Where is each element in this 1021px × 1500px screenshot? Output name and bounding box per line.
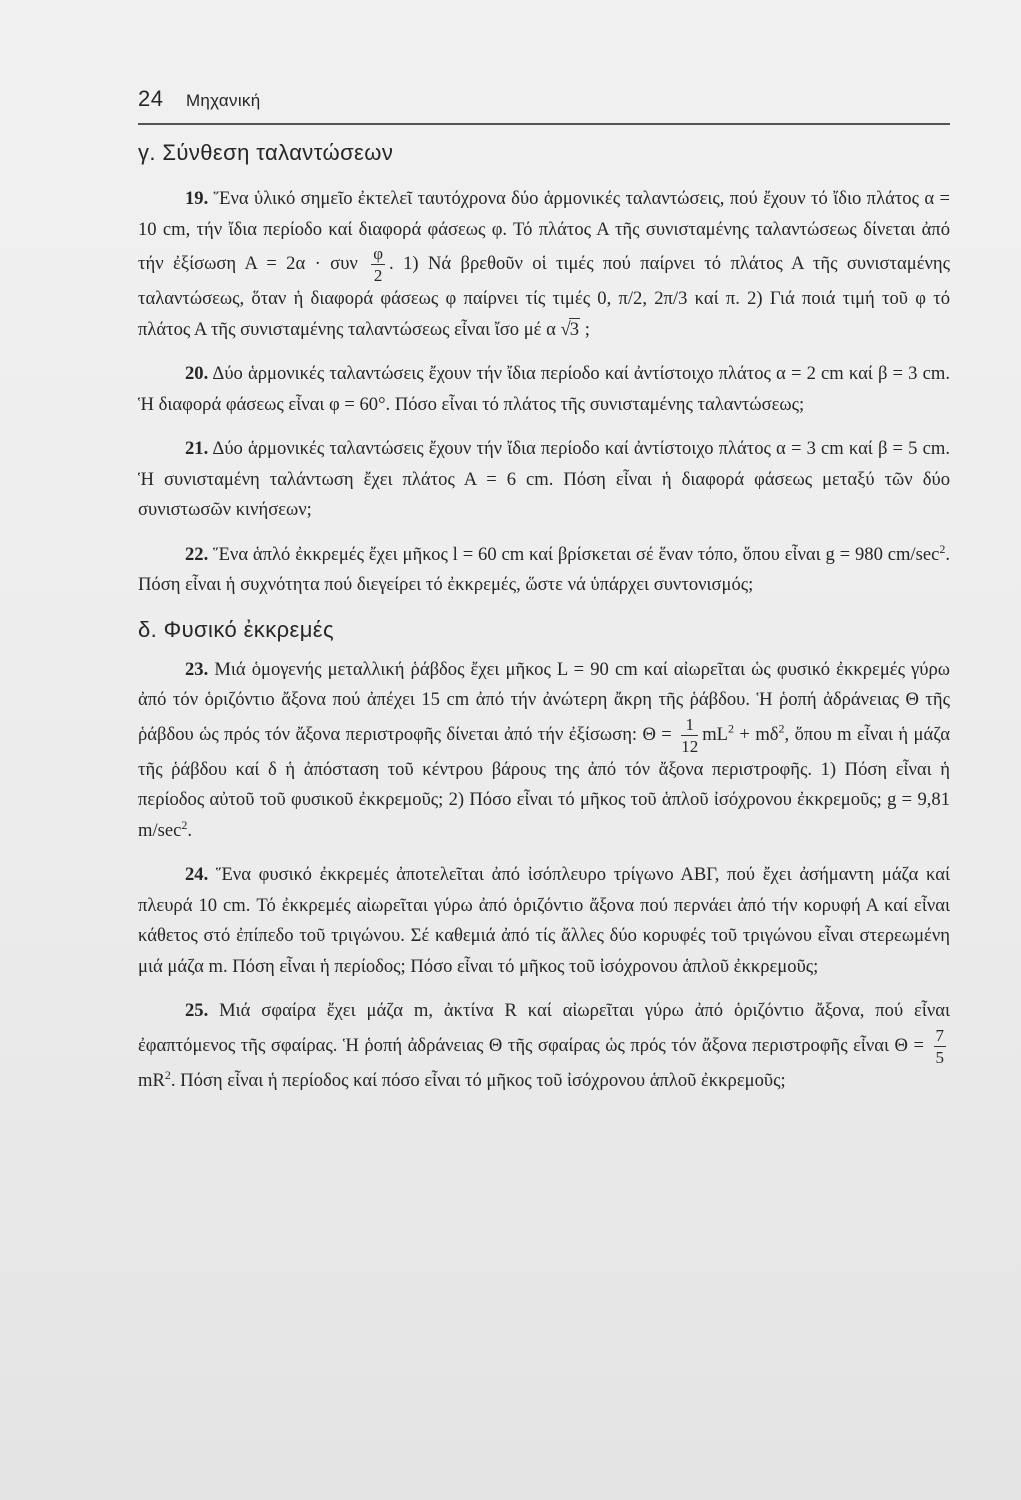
sqrt-sign: √ [560, 318, 571, 340]
superscript: 2 [778, 721, 785, 736]
problem-text: , ὅπου m εἶναι ἡ μάζα τῆς ῥάβδου καί δ ἡ ἀπόσταση τοῦ κέντρου βάρους της ἀπό τόν ἄξονα περιστροφῆς. 1) Πόση εἶναι ἡ περίοδος αὐτοῦ τοῦ φυσικοῦ ἐκκρεμοῦς; 2) Πόσο εἶναι τό μῆκος τοῦ ἁπλοῦ ἰσόχρονου ἐκκρεμοῦς; g = 9,81 m/sec [138, 723, 950, 841]
problem-text: Ἕνα φυσικό ἐκκρεμές ἀποτελεῖται ἀπό ἰσόπλευρο τρίγωνο ΑΒΓ, πού ἔχει ἀσήμαντη μάζα καί πλευρά 10 cm. Τό ἐκκρεμές αἰωρεῖται γύρω ἀπό ὁριζόντιο ἄξονα πού περνάει ἀπό τήν κορυφή Α καί εἶναι κάθετος στό ἐπίπεδο τοῦ τριγώνου. Σέ καθεμιά ἀπό τίς ἄλλες δύο κορυφές τοῦ τριγώνου εἶναι στερεωμένη μιά μάζα m. Πόση εἶναι ἡ περίοδος; Πόσο εἶναι τό μῆκος τοῦ ἰσόχρονου ἁπλοῦ ἐκκρεμοῦς; [138, 864, 950, 977]
problem-text: . [187, 819, 193, 841]
problem-number: 20. [185, 363, 209, 384]
page-content [138, 136, 950, 1110]
problem-19 [138, 184, 950, 345]
section-title-composition: γ. Σύνθεση ταλαντώσεων [138, 140, 394, 165]
problem-text: + mδ [734, 723, 779, 745]
problem-text: Δύο ἁρμονικές ταλαντώσεις ἔχουν τήν ἴδια περίοδο καί ἀντίστοιχο πλάτος α = 3 cm καί β = 5 cm. Ἡ συνισταμένη ταλάντωση ἔχει πλάτος Α = 6 cm. Πόση εἶναι ἡ διαφορά φάσεως μεταξύ τῶν δύο συνιστωσῶν κινήσεων; [138, 438, 950, 520]
problem-number: 23. [185, 658, 209, 680]
problem-text: mL [702, 723, 729, 745]
superscript: 2 [728, 721, 735, 736]
section-title-physical-pendulum: δ. Φυσικό ἐκκρεμές [138, 616, 335, 642]
fraction-7-over-5 [934, 1027, 947, 1066]
superscript: 2 [181, 817, 188, 832]
sqrt-radicand: 3 [569, 318, 580, 340]
problem-text: . Πόση εἶναι ἡ περίοδος καί πόσο εἶναι τό μῆκος τοῦ ἰσόχρονου ἁπλοῦ ἐκκρεμοῦς; [170, 1069, 786, 1091]
problem-22 [138, 540, 950, 601]
fraction-phi-over-2 [371, 245, 385, 284]
problem-text: Ἕνα ὑλικό σημεῖο ἐκτελεῖ ταυτόχρονα δύο ἁρμονικές ταλαντώσεις, πού ἔχουν τό ἴδιο πλάτος α = 10 cm, τήν ἴδια περίοδο καί διαφορά φάσεως φ. Τό πλάτος Α τῆς συνισταμένης ταλαντώσεως δίνεται ἀπό τήν ἐξίσωση Α = 2α · συν [138, 188, 950, 274]
problem-text: Μιά σφαίρα ἔχει μάζα m, ἀκτίνα R καί αἰωρεῖται γύρω ἀπό ὁριζόντιο ἄξονα, πού εἶναι ἐφαπτόμενος τῆς σφαίρας. Ἡ ῥοπή ἀδράνειας Θ τῆς σφαίρας ὡς πρός τόν ἄξονα περιστροφῆς εἶναι Θ = [138, 1000, 950, 1056]
problem-number: 22. [185, 543, 209, 565]
problem-text: Μιά ὁμογενής μεταλλική ῥάβδος ἔχει μῆκος L = 90 cm καί αἰωρεῖται ὡς φυσικό ἐκκρεμές γύρω ἀπό τόν ὁριζόντιο ἄξονα πού ἀπέχει 15 cm ἀπό τήν ἀνώτερη ἄκρη τῆς ῥάβδου. Ἡ ῥοπή ἀδράνειας Θ τῆς ῥάβδου ὡς πρός τόν ἄξονα περιστροφῆς δίνεται ἀπό τήν ἐξίσωση: Θ = [138, 658, 950, 745]
fraction-numerator: 7 [935, 1025, 944, 1045]
page-number: 24 [138, 86, 164, 111]
problem-20 [138, 359, 950, 420]
problem-text: . 1) Νά βρεθοῦν οἱ τιμές πού παίρνει τό πλάτος Α τῆς συνισταμένης ταλαντώσεως, ὅταν ἡ διαφορά φάσεως φ παίρνει τίς τιμές 0, π/2, 2π/3 καί π. 2) Γιά ποιά τιμή τοῦ φ τό πλάτος Α τῆς συνισταμένης ταλαντώσεως εἶναι ἴσο μέ α [138, 252, 950, 340]
header-rule [138, 123, 950, 125]
fraction-denominator: 12 [681, 736, 699, 756]
fraction-1-over-12 [681, 716, 698, 755]
problem-text: Ἕνα ἁπλό ἐκκρεμές ἔχει μῆκος l = 60 cm καί βρίσκεται σέ ἕναν τόπο, ὅπου εἶναι g = 980 cm/sec [208, 543, 940, 565]
problem-number: 25. [185, 1000, 209, 1021]
fraction-denominator: 5 [935, 1047, 944, 1067]
problem-text: ; [580, 318, 590, 340]
fraction-denominator: 2 [373, 266, 383, 285]
superscript: 2 [939, 541, 946, 556]
problem-21 [138, 434, 950, 526]
problem-number: 21. [185, 438, 209, 459]
problem-text: mR [138, 1069, 165, 1091]
problem-25 [138, 996, 950, 1096]
fraction-numerator: φ [373, 244, 384, 263]
problem-number: 19. [185, 188, 209, 209]
problem-text: . Πόση εἶναι ἡ συχνότητα πού διεγείρει τό ἐκκρεμές, ὥστε νά ὑπάρχει συντονισμός; [138, 543, 950, 595]
problem-text: Δύο ἁρμονικές ταλαντώσεις ἔχουν τήν ἴδια περίοδο καί ἀντίστοιχο πλάτος α = 2 cm καί β = 3 cm. Ἡ διαφορά φάσεως εἶναι φ = 60°. Πόσο εἶναι τό πλάτος τῆς συνισταμένης ταλαντώσεως; [138, 363, 950, 415]
problem-24 [138, 860, 950, 982]
running-title: Μηχανική [185, 91, 261, 110]
fraction-numerator: 1 [681, 716, 698, 736]
superscript: 2 [164, 1067, 171, 1082]
page-header [138, 86, 950, 112]
problem-number: 24. [185, 864, 209, 885]
problem-23 [138, 655, 950, 847]
